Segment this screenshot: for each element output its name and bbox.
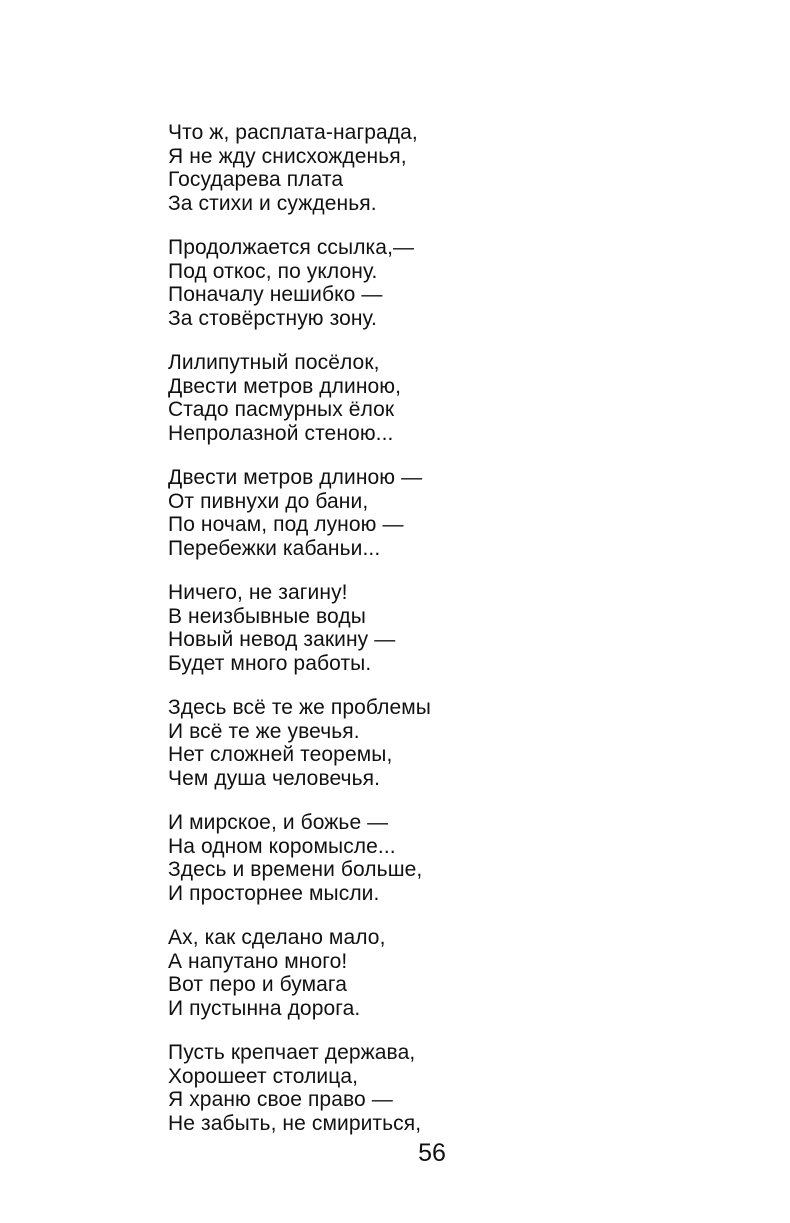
poem-line: По ночам, под луною — bbox=[168, 513, 404, 536]
poem-line: Перебежки кабаньи... bbox=[168, 536, 381, 560]
poem-line: Здесь и времени больше, bbox=[168, 858, 423, 881]
poem-line: Будет много работы. bbox=[168, 651, 372, 675]
poem-line: Под откос, по уклону. bbox=[168, 259, 378, 283]
poem-line: Стадо пасмурных ёлок bbox=[168, 398, 395, 421]
poem-line: На одном коромысле... bbox=[168, 834, 396, 858]
poem-line: И всё те же увечья. bbox=[168, 719, 360, 743]
poem-line: Продолжается ссылка,— bbox=[168, 236, 415, 259]
poem-line: За стовёрстную зону. bbox=[168, 306, 377, 330]
poem-line: За стихи и сужденья. bbox=[168, 191, 377, 215]
poem-line: Поначалу нешибко — bbox=[168, 283, 383, 306]
poem-line: Вот перо и бумага bbox=[168, 973, 348, 996]
stanza bbox=[168, 696, 488, 790]
poem-line: Лилипутный посёлок, bbox=[168, 351, 380, 374]
page-number: 56 bbox=[418, 1139, 446, 1167]
stanza bbox=[168, 236, 488, 330]
stanza bbox=[168, 121, 488, 215]
poem-line: Ничего, не загину! bbox=[168, 581, 348, 604]
poem-line: А напутано много! bbox=[168, 949, 348, 973]
poem-line: Двести метров длиною — bbox=[168, 466, 423, 489]
poem-line: Новый невод закину — bbox=[168, 628, 396, 651]
poem-line: Я не жду снисхожденья, bbox=[168, 144, 407, 168]
poem-line: Здесь всё те же проблемы bbox=[168, 696, 431, 719]
poem-line: В неизбывные воды bbox=[168, 604, 366, 628]
poem-line: От пивнухи до бани, bbox=[168, 489, 369, 513]
poem-line: Не забыть, не смириться, bbox=[168, 1111, 422, 1135]
poem-line: Двести метров длиною, bbox=[168, 374, 402, 398]
poem-line: Непролазной стеною... bbox=[168, 421, 394, 445]
poem-line: Пусть крепчает держава, bbox=[168, 1041, 416, 1064]
poem-line: Нет сложней теоремы, bbox=[168, 743, 393, 766]
poem-text bbox=[168, 121, 488, 1156]
poem-line: Ах, как сделано мало, bbox=[168, 926, 386, 949]
poem-line: Государева плата bbox=[168, 168, 344, 191]
stanza bbox=[168, 351, 488, 445]
poem-line: Чем душа человечья. bbox=[168, 766, 381, 790]
poem-line: Я храню свое право — bbox=[168, 1088, 393, 1111]
stanza bbox=[168, 1041, 488, 1135]
stanza bbox=[168, 466, 488, 560]
stanza bbox=[168, 926, 488, 1020]
stanza bbox=[168, 581, 488, 675]
poem-line: И мирское, и божье — bbox=[168, 811, 389, 834]
poem-line: Что ж, расплата-награда, bbox=[168, 121, 418, 144]
poem-line: И пустынна дорога. bbox=[168, 996, 361, 1020]
stanza bbox=[168, 811, 488, 905]
poem-line: Хорошеет столица, bbox=[168, 1064, 359, 1088]
poem-line: И просторнее мысли. bbox=[168, 881, 380, 905]
